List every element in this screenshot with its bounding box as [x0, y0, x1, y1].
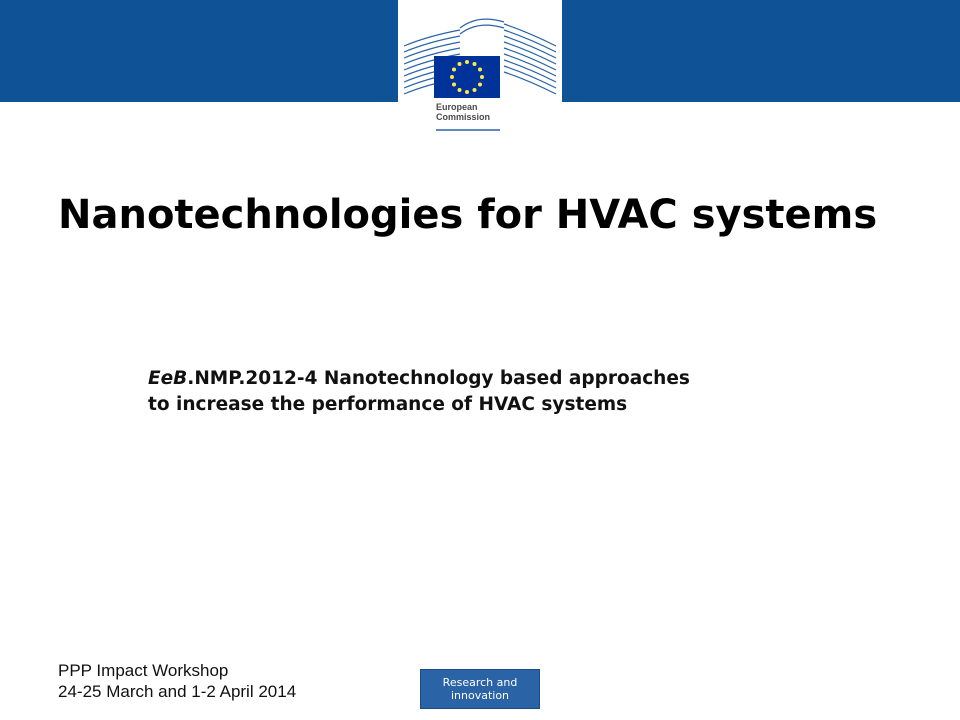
badge-line-1: Research and	[442, 676, 518, 689]
logo-text-line1: European	[436, 102, 478, 112]
logo-wordmark	[436, 102, 490, 122]
footer-event-dates: 24-25 March and 1-2 April 2014	[58, 682, 297, 701]
footer-event-info	[58, 660, 296, 702]
slide-title: Nanotechnologies for HVAC systems	[58, 192, 878, 238]
badge-line-2: innovation	[450, 689, 510, 702]
footer-event-name: PPP Impact Workshop	[58, 661, 229, 680]
research-innovation-badge	[420, 669, 540, 709]
subtitle-line-1	[148, 366, 690, 392]
slide-subtitle	[148, 366, 690, 418]
subtitle-line-1-rest: .NMP.2012-4 Nanotechnology based approaches	[187, 368, 690, 389]
subtitle-code: EeB	[148, 368, 188, 389]
logo-text-line2: Commission	[436, 112, 491, 122]
european-commission-logo	[398, 0, 562, 136]
subtitle-line-2: to increase the performance of HVAC systems	[148, 394, 628, 415]
